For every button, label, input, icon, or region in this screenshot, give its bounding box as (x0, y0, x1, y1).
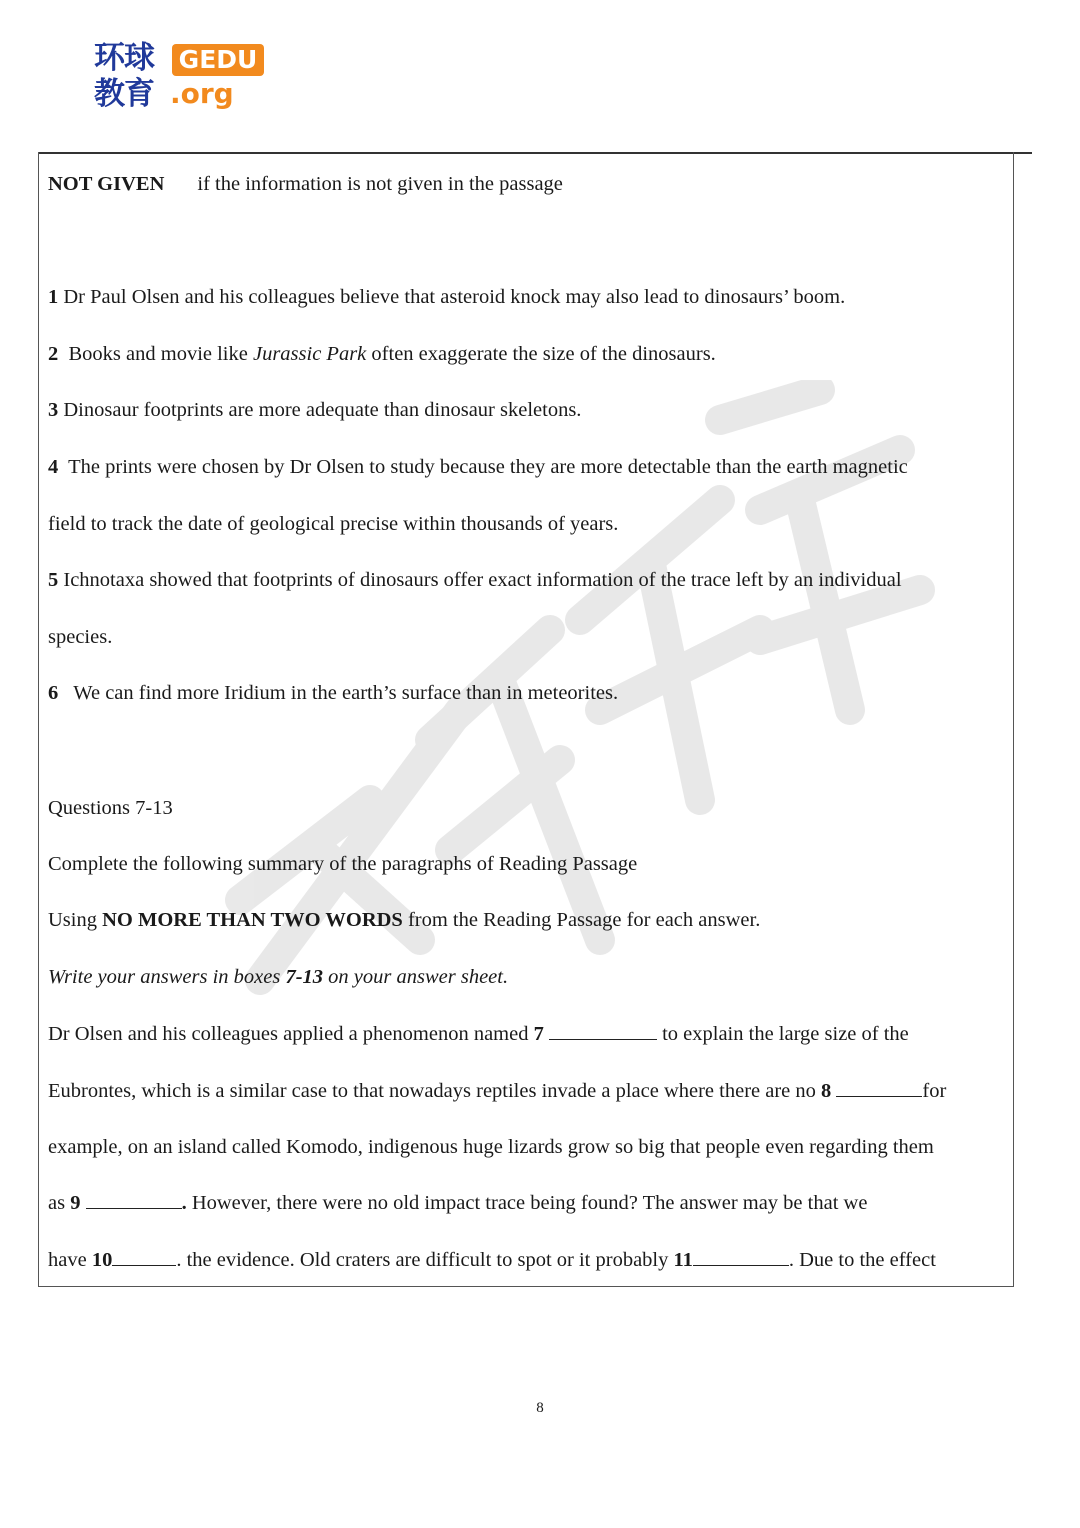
not-given-text: if the information is not given in the passage (197, 173, 563, 195)
page-number: 8 (536, 1400, 544, 1416)
not-given-definition (48, 171, 563, 197)
answer-blank-10[interactable] (112, 1247, 176, 1266)
statement-4-continued: field to track the date of geological precise within thousands of years. (48, 513, 619, 535)
answer-blank-8[interactable] (836, 1078, 922, 1097)
summary-line-3: example, on an island called Komodo, indigenous huge lizards grow so big that people even regarding them (48, 1136, 934, 1158)
statement-4: 4 The prints were chosen by Dr Olsen to study because they are more detectable than the earth magnetic (48, 456, 908, 478)
not-given-term: NOT GIVEN (48, 173, 165, 195)
answer-sheet-instruction: Write your answers in boxes 7-13 on your answer sheet. (48, 966, 509, 988)
statement-6: 6 We can find more Iridium in the earth’s surface than in meteorites. (48, 682, 619, 704)
statement-5-continued: species. (48, 626, 113, 648)
questions-heading: Questions 7-13 (48, 797, 173, 819)
logo-chinese-text: 环球 教育 (94, 40, 154, 112)
content-frame (38, 152, 1014, 1287)
logo-gedu-box: GEDU (172, 44, 264, 76)
answer-blank-9[interactable] (86, 1190, 182, 1209)
statement-1: 1 Dr Paul Olsen and his colleagues believe that asteroid knock may also lead to dinosaurs’ boom. (48, 286, 846, 308)
summary-line-4: as 9 . However, there were no old impact trace being found? The answer may be that we (48, 1192, 868, 1214)
summary-line-2: Eubrontes, which is a similar case to that nowadays reptiles invade a place where there are no 8 for (48, 1080, 947, 1102)
logo-org-suffix: .org (170, 77, 234, 110)
answer-blank-7[interactable] (549, 1021, 657, 1040)
answer-blank-11[interactable] (693, 1247, 789, 1266)
summary-line-1: Dr Olsen and his colleagues applied a phenomenon named 7 to explain the large size of the (48, 1023, 909, 1045)
statement-3: 3 Dinosaur footprints are more adequate than dinosaur skeletons. (48, 399, 582, 421)
summary-line-5: have 10 . the evidence. Old craters are difficult to spot or it probably 11 . Due to the effect (48, 1249, 936, 1271)
statement-5: 5 Ichnotaxa showed that footprints of dinosaurs offer exact information of the trace left by an individual (48, 569, 902, 591)
statement-2: 2 Books and movie like Jurassic Park often exaggerate the size of the dinosaurs. (48, 343, 716, 365)
questions-instruction: Complete the following summary of the paragraphs of Reading Passage (48, 853, 638, 875)
gedu-logo (94, 40, 269, 116)
word-limit-instruction: Using NO MORE THAN TWO WORDS from the Reading Passage for each answer. (48, 909, 761, 931)
